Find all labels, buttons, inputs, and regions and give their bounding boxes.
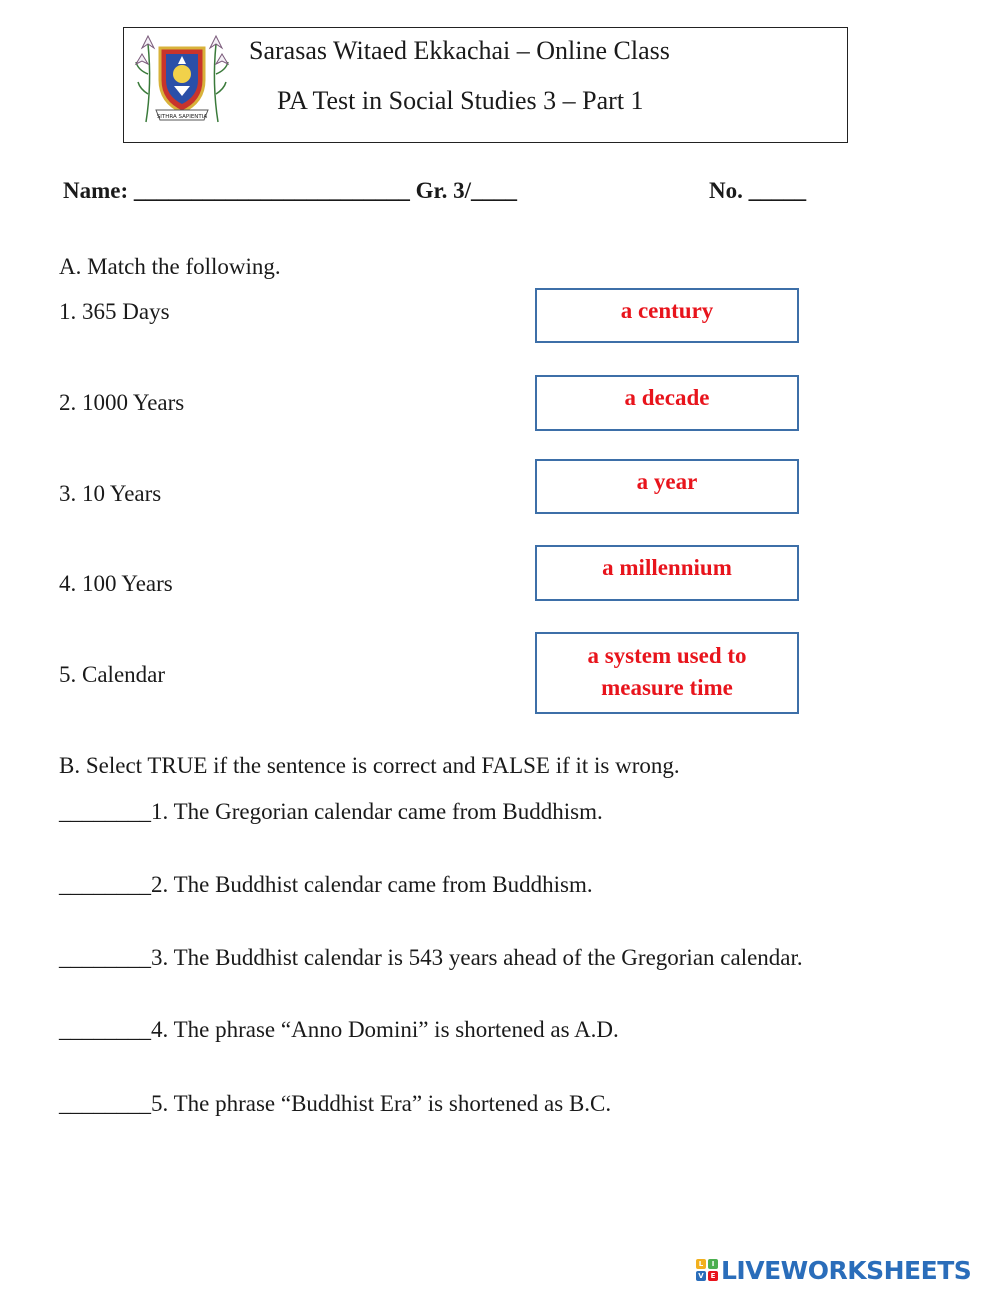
match-item-3: 3. 10 Years <box>59 481 162 506</box>
true-false-item-3: ________3. The Buddhist calendar is 543 years ahead of the Gregorian calendar. <box>59 945 803 970</box>
match-item-4: 4. 100 Years <box>59 571 173 596</box>
header-box <box>123 27 848 143</box>
grade-label: Gr. 3/____ <box>415 178 518 203</box>
match-item-1: 1. 365 Days <box>59 299 170 324</box>
answer-tile-system-measure-time[interactable] <box>535 632 799 714</box>
answer-tile-label: a millennium <box>602 555 732 580</box>
section-a-title: A. Match the following. <box>59 254 281 279</box>
name-label: Name: ________________________ <box>63 178 410 203</box>
answer-tile-year[interactable] <box>535 459 799 514</box>
answer-tile-label: a system used to measure time <box>587 643 747 700</box>
answer-tile-millennium[interactable] <box>535 545 799 601</box>
number-label: No. _____ <box>709 178 807 203</box>
true-false-item-2: ________2. The Buddhist calendar came from Buddhism. <box>59 872 593 897</box>
match-item-5: 5. Calendar <box>59 662 166 687</box>
answer-tile-label: a century <box>620 298 714 323</box>
true-false-item-4: ________4. The phrase “Anno Domini” is shortened as A.D. <box>59 1017 619 1042</box>
answer-tile-century[interactable] <box>535 288 799 343</box>
school-name: Sarasas Witaed Ekkachai – Online Class <box>249 36 670 65</box>
test-title: PA Test in Social Studies 3 – Part 1 <box>277 86 644 115</box>
section-b-title: B. Select TRUE if the sentence is correct and FALSE if it is wrong. <box>59 753 680 778</box>
answer-tile-label: a decade <box>624 385 710 410</box>
liveworksheets-icon: L I V E <box>696 1259 718 1281</box>
answer-tile-label: a year <box>636 469 698 494</box>
answer-tile-decade[interactable] <box>535 375 799 431</box>
logo-motto-text: SITHRA SAPIENTIA <box>156 114 208 120</box>
liveworksheets-logo <box>696 1254 971 1286</box>
school-crest-logo <box>134 34 230 126</box>
student-info-row <box>63 178 517 204</box>
match-item-2: 2. 1000 Years <box>59 390 185 415</box>
true-false-item-1: ________1. The Gregorian calendar came from Buddhism. <box>59 799 603 824</box>
true-false-item-5: ________5. The phrase “Buddhist Era” is shortened as B.C. <box>59 1091 612 1116</box>
liveworksheets-brand-text: LIVEWORKSHEETS <box>721 1255 972 1285</box>
